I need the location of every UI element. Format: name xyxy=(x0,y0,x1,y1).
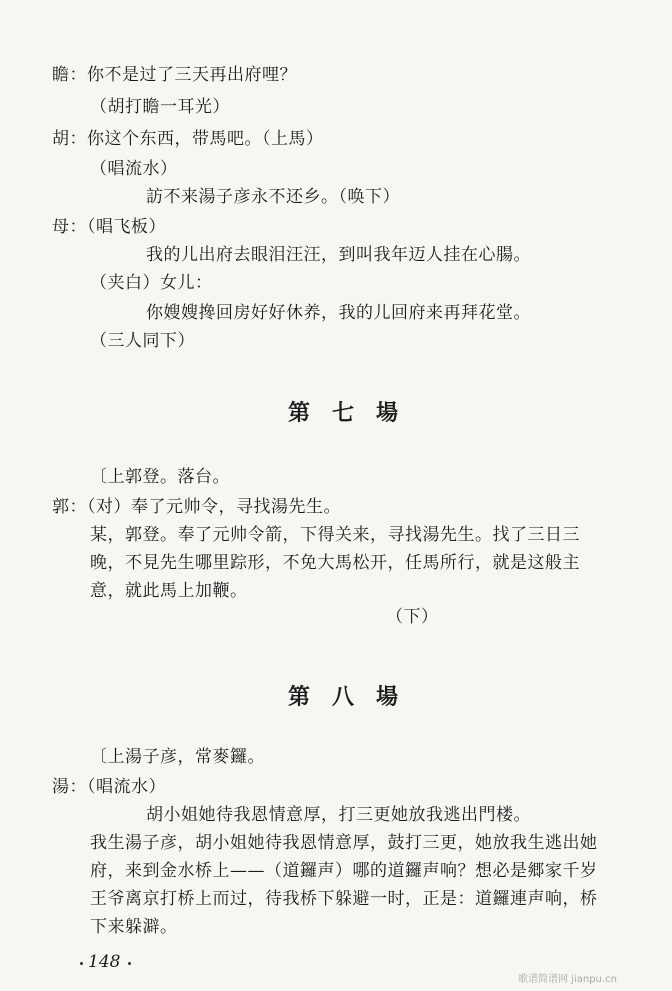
stage-direction: 〔上郭登。落台。 xyxy=(90,467,230,487)
dialogue-line: 湯：（唱流水） xyxy=(52,777,166,797)
prose-line: 意，就此馬上加鞭。 xyxy=(90,581,248,601)
prose-line: 我生湯子彦，胡小姐她待我恩情意厚，鼓打三更，她放我生逃出她 xyxy=(90,833,598,853)
scene-heading: 第七場 xyxy=(288,400,421,426)
lyric-line: 你嫂嫂搀回房好好休养，我的儿回府来再拜花堂。 xyxy=(146,303,531,323)
stage-direction: （胡打瞻一耳光） xyxy=(90,97,230,117)
prose-line: 下来躲澼。 xyxy=(90,917,178,937)
scene-heading: 第八場 xyxy=(288,684,421,710)
dialogue-line: 郭：（对）奉了元帅令，寻找湯先生。 xyxy=(52,497,341,517)
prose-line: 府，来到金水桥上——（道鑼声）哪的道鑼声响？想必是郷家千岁 xyxy=(90,861,598,881)
lyric-line: 胡小姐她待我恩情意厚，打三更她放我逃出門楼。 xyxy=(146,805,531,825)
bullet-dot-icon xyxy=(80,962,83,965)
watermark: 歌谱简谱网 jianpu.cn xyxy=(518,974,617,985)
stage-direction: （下） xyxy=(386,607,439,627)
lyric-line: 訪不来湯子彦永不还乡。（唤下） xyxy=(146,187,400,207)
stage-direction: （夹白）女儿： xyxy=(90,273,213,293)
stage-direction: 〔上湯子彦，常麥鑼。 xyxy=(90,747,265,767)
prose-line: 王爷离京打桥上而过，待我桥下躲避一时，正是：道鑼連声响，桥 xyxy=(90,889,598,909)
page-number: 148 xyxy=(88,952,121,972)
prose-line: 某，郭登。奉了元帅令箭，下得关来，寻找湯先生。找了三日三 xyxy=(90,525,580,545)
stage-direction: （三人同下） xyxy=(90,331,195,351)
bullet-dot-icon xyxy=(128,962,131,965)
dialogue-line: 母：（唱飞板） xyxy=(52,217,166,237)
prose-line: 晚，不見先生哪里踪形，不免大馬松开，任馬所行，就是这般主 xyxy=(90,553,580,573)
lyric-line: 我的儿出府去眼泪汪汪，到叫我年迈人挂在心腸。 xyxy=(146,245,531,265)
dialogue-line: 胡：你这个东西，带馬吧。（上馬） xyxy=(52,129,324,149)
dialogue-line: 瞻：你不是过了三天再出府哩？ xyxy=(52,65,297,85)
stage-direction: （唱流水） xyxy=(90,159,178,179)
